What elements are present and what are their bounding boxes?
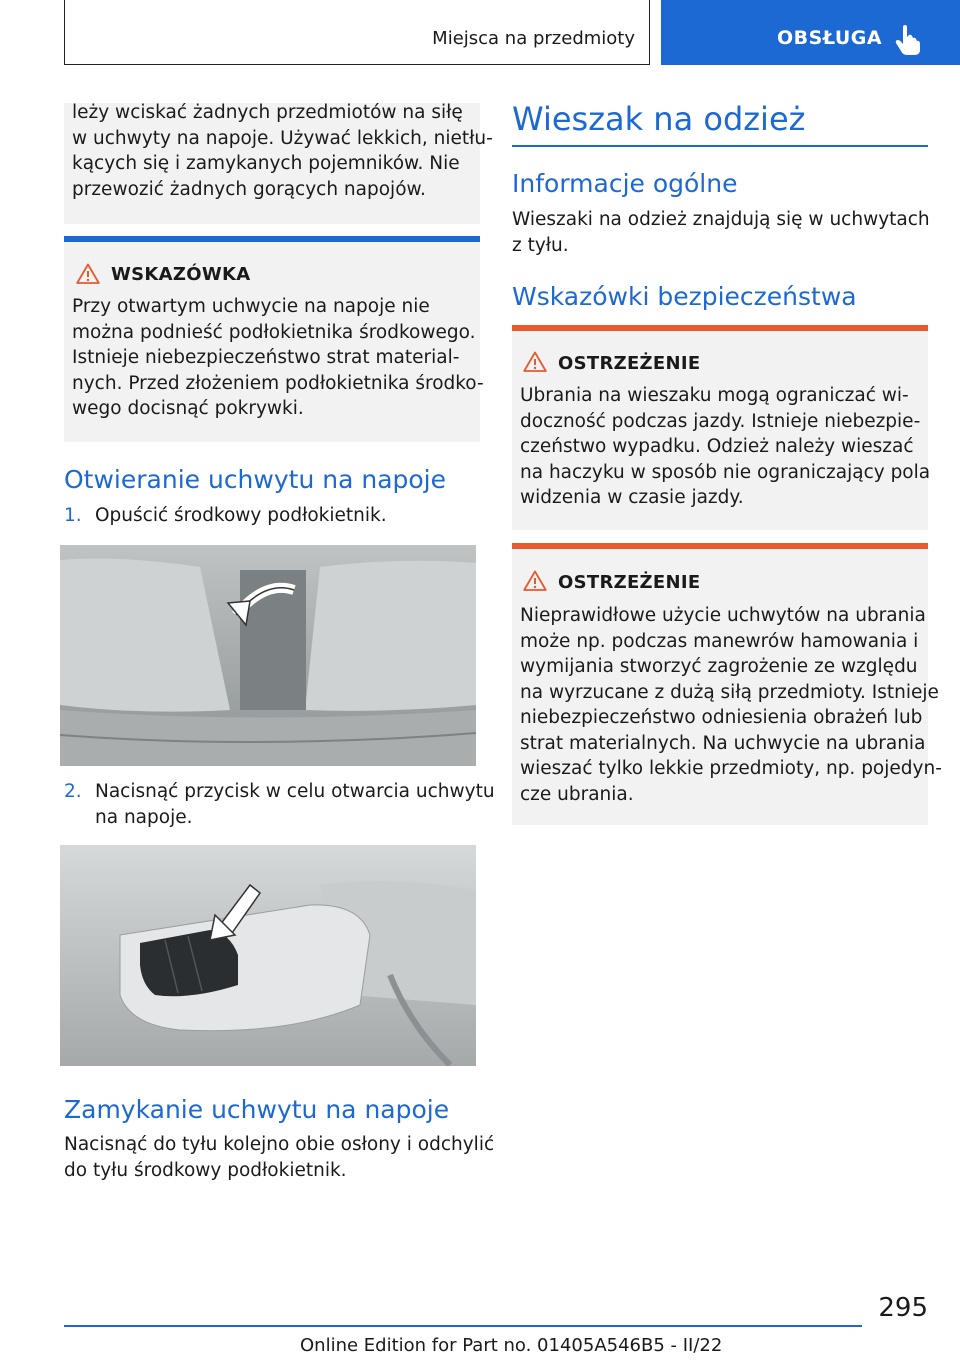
safety-heading: Wskazówki bezpieczeństwa — [512, 282, 857, 311]
closing-text: Nacisnąć do tyłu kolejno obie osłony i odchylić do tyłu środkowy podłokietnik. — [64, 1134, 495, 1181]
coat-hook-heading: Wieszak na odzież — [512, 100, 806, 138]
step-number: 1. — [64, 505, 82, 526]
footer-rule — [64, 1325, 862, 1327]
opening-heading: Otwieranie uchwytu na napoje — [64, 465, 447, 494]
warning-title: OSTRZEŻENIE — [558, 353, 701, 374]
hand-pointer-icon — [895, 24, 921, 56]
general-info-text: Wieszaki na odzież znajdują się w uchwytach z tyłu. — [512, 209, 930, 256]
header-chapter-tab[interactable] — [661, 0, 960, 65]
section-title: Miejsca na przedmioty — [432, 28, 635, 49]
step-text: Opuścić środkowy podłokietnik. — [95, 505, 387, 526]
armrest-photo-2 — [60, 845, 476, 1066]
armrest-photo-1 — [60, 545, 476, 766]
warning-triangle-icon — [523, 351, 547, 372]
note-text: Przy otwartym uchwycie na napoje nie można podnieść podłokietnika środkowego. Istnieje niebezpieczeństwo strat material- nych. Przed złożeniem podłokietnika środko- wego docisnąć pokrywki. — [72, 296, 484, 419]
warning-title: OSTRZEŻENIE — [558, 572, 701, 593]
chapter-title: OBSŁUGA — [777, 27, 883, 49]
warning-triangle-icon — [76, 263, 100, 284]
continued-note-text: leży wciskać żadnych przedmiotów na siłę w uchwyty na napoje. Używać lekkich, nietłu- kących się i zamykanych pojemników. Nie przewozić żadnych gorących napojów. — [72, 102, 493, 200]
page-number: 295 — [878, 1293, 928, 1323]
warning-text: Nieprawidłowe użycie uchwytów na ubrania może np. podczas manewrów hamowania i wymijania stworzyć zagrożenie ze względu na wyrzucane z dużą siłą przedmioty. Istnieje niebezpieczeństwo odniesienia obrażeń lub strat materialnych. Na uchwycie na ubrania wieszać tylko lekkie przedmioty, np. pojedyn- cze ubrania. — [520, 605, 942, 805]
step-number: 2. — [64, 781, 82, 802]
closing-heading: Zamykanie uchwytu na napoje — [64, 1095, 450, 1124]
warning-text: Ubrania na wieszaku mogą ograniczać wi- doczność podczas jazdy. Istnieje niebezpie- czeństwo wypadku. Odzież należy wieszać na haczyku w sposób nie ograniczający pola widzenia w czasie jazdy. — [520, 385, 931, 508]
header-section-box — [64, 0, 650, 65]
heading-rule — [512, 145, 928, 147]
general-info-heading: Informacje ogólne — [512, 169, 738, 198]
step-text: Nacisnąć przycisk w celu otwarcia uchwytu na napoje. — [95, 781, 495, 828]
warning-triangle-icon — [523, 570, 547, 591]
edition-note: Online Edition for Part no. 01405A546B5 - II/22 — [300, 1335, 723, 1356]
note-title: WSKAZÓWKA — [111, 264, 251, 285]
